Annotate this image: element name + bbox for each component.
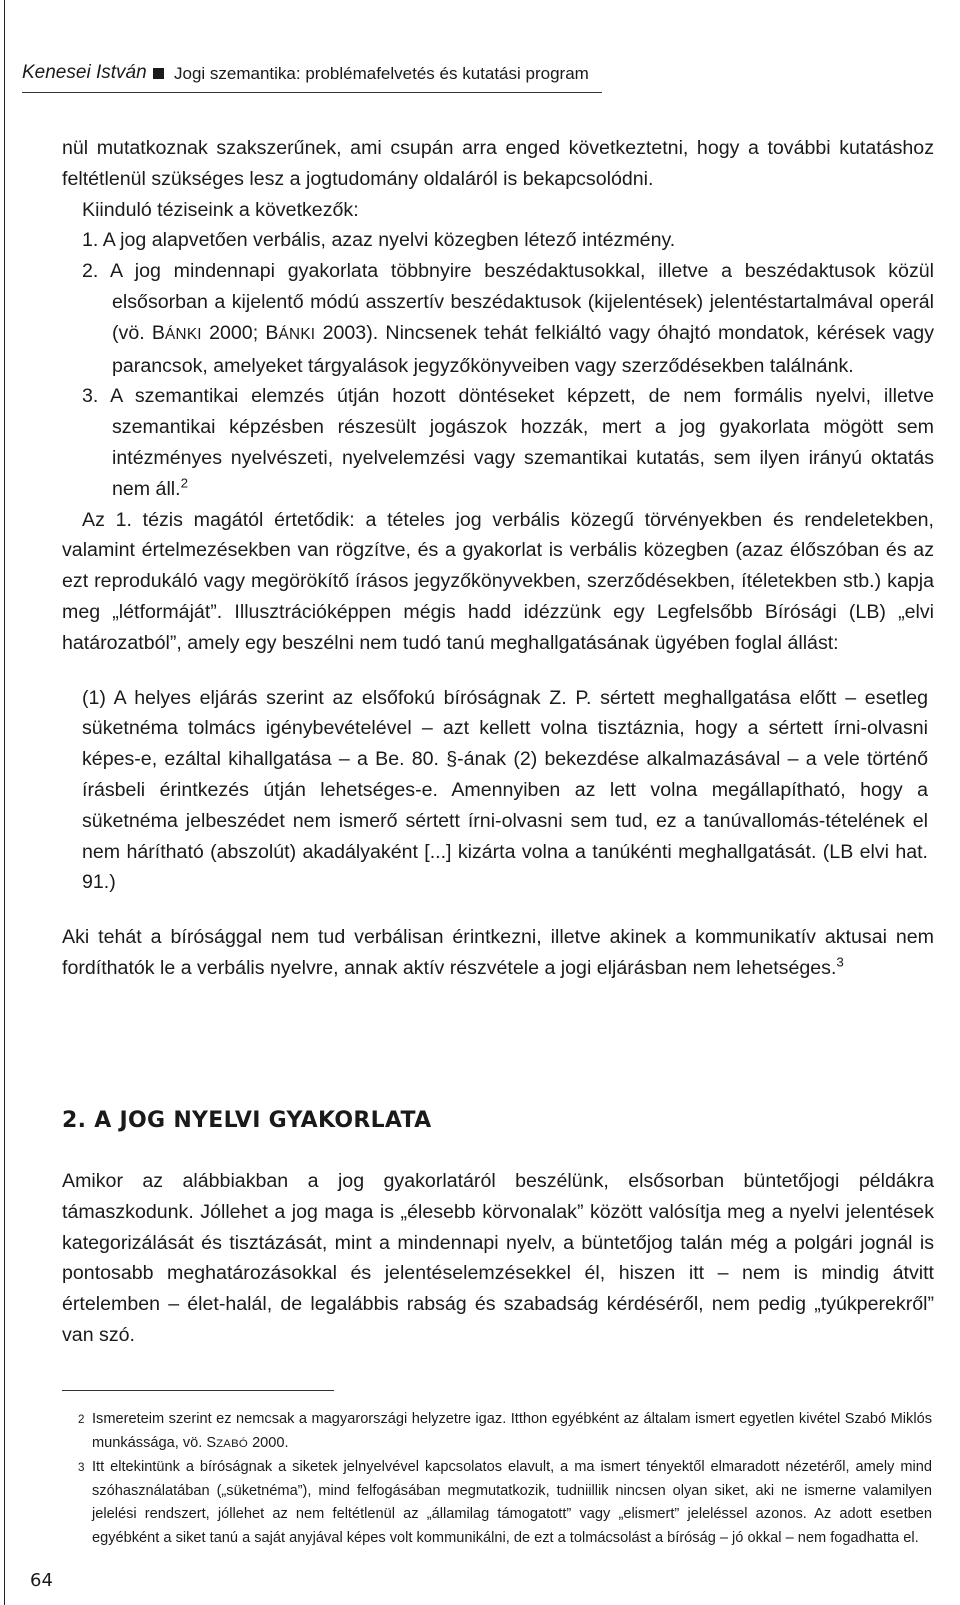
citation-banki-1: BÁNKI <box>151 321 202 344</box>
footnote-3: 3 Itt eltekintünk a bíróságnak a siketek jelnyelvével kapcsolatos elavult, a ma ismert tényektől elmaradott nézetéről, amely mind szóhasználatában („süketnéma”), mind felfogásában megmutatkozik, tudniillik nincsen olyan siket, aki ne ismerne valamilyen jelelési rendszert, jóllehet az nem feltétlenül az „államilag támogatott” vagy „elismert” jeleléssel azonos. Az adott esetben egyébként a siket tanú a saját anyjával képes volt kommunikálni, de ezt a tolmácsolást a bíróság – jó okkal – nem fogadhatta el. <box>78 1459 932 1546</box>
thesis-2 <box>62 256 934 381</box>
main-body <box>62 133 934 984</box>
paragraph-conclusion: Aki tehát a bírósággal nem tud verbálisan érintkezni, illetve akinek a kommunikatív aktusai nem fordíthatók le a verbális nyelvre, annak aktív részvétele a jogi eljárásban nem lehetséges.$^3$ <box>62 926 934 979</box>
citation-szabo: SZABÓ <box>206 1434 249 1451</box>
thesis-2-part-b: 2000; <box>201 321 266 344</box>
running-header <box>22 62 602 93</box>
theses-intro: Kiinduló téziseink a következők: <box>82 198 359 221</box>
thesis-1: 1. A jog alapvetően verbális, azaz nyelvi közegben létező intézmény. <box>82 229 676 252</box>
footnote-ref-3[interactable]: 3 <box>836 954 844 970</box>
footnotes <box>62 1408 932 1550</box>
thesis-3: 3. A szemantikai elemzés útján hozott döntéseket képzett, de nem formális nyelvi, illetve szemantikai képzésben részesült jogászok hozzák, mert a jog gyakorlata mögött sem intézményes nyelvészeti, nyelvelemzési vagy szemantikai kutatás, sem ilyen irányú oktatás nem áll.$^2$ <box>82 385 934 500</box>
footnote-ref-2[interactable]: 2 <box>180 475 189 491</box>
footnote-rule <box>62 1390 334 1391</box>
paragraph-continued: nül mutatkoznak szakszerűnek, ami csupán arra enged következtetni, hogy a további kutatáshoz feltétlenül szükséges lesz a jogtudomány oldaláról is bekapcsolódni. <box>62 137 934 190</box>
block-quote: (1) A helyes eljárás szerint az elsőfokú bíróságnak Z. P. sértett meghallgatása előtt – esetleg süketnéma tolmács igénybevételével – azt kellett volna tisztáznia, hogy a sértett írni-olvasni képes-e, ezáltal kihallgatása – a Be. 80. §-ának (2) bekezdése alkalmazásával – a vele történő írásbeli érintkezés útján lehetséges-e. Amennyiben az lett volna megállapítható, hogy a süketnéma jelbeszédet nem ismerő sértett írni-olvasni sem tud, ez a tanúvallomás-tételének el nem hárítható (abszolút) akadályaként [...] kizárta volna a tanúkénti meghallgatását. (LB elvi hat. 91.) <box>82 686 928 894</box>
citation-banki-2: BÁNKI <box>265 321 316 344</box>
page-number: 64 <box>30 1570 53 1591</box>
section-heading: 2. A JOG NYELVI GYAKORLATA <box>62 1108 432 1133</box>
header-title: Jogi szemantika: problémafelvetés és kutatási program <box>174 64 589 83</box>
margin-rule <box>4 0 5 1605</box>
header-square-icon <box>153 68 164 79</box>
footnote-2: 2 Ismereteim szerint ez nemcsak a magyarországi helyzetre igaz. Itthon egyébként az általam ismert egyetlen kivétel Szabó Miklós munkássága, vö. SZABÓ 2000. <box>78 1411 932 1451</box>
section-body <box>62 1166 934 1351</box>
thesis-2-part-c: 2003). Nincsenek tehát felkiáltó vagy óhajtó mondatok, kérések vagy parancsok, amelyeket tárgyalások jegyzőkönyveiben vagy szerződésekben találnánk. <box>112 321 935 377</box>
thesis-2-part-a: 2. A jog mindennapi gyakorlata többnyire beszédaktusokkal, illetve a beszédaktusok közül elsősorban a kijelentő módú asszertív beszédaktusok (kijelentések) jelentéstartalmával operál (vö. <box>82 260 934 344</box>
header-author: Kenesei István <box>22 62 147 83</box>
section-paragraph: Amikor az alábbiakban a jog gyakorlatáról beszélünk, elsősorban büntetőjogi példákra támaszkodunk. Jóllehet a jog maga is „élesebb körvonalak” között valósítja meg a nyelvi jelentések kategorizálását és tisztázását, mint a mindennapi nyelv, a büntetőjog talán még a polgári jognál is pontosabb meghatározásokkal és jelentéselemzésekkel él, hiszen itt – nem is mindig átvitt értelemben – élet-halál, de legalábbis rabság és szabadság kérdéséről, nem pedig „tyúkperekről” van szó. <box>62 1170 934 1346</box>
paragraph-thesis-1: Az 1. tézis magától értetődik: a tételes jog verbális közegű törvényekben és rendeletekben, valamint értelmezésekben van rögzítve, és a gyakorlat is verbális közegben (azaz élőszóban és az ezt reprodukáló vagy megörökítő írásos jegyzőkönyvekben, szerződésekben, ítéletekben stb.) kapja meg „létformáját”. Illusztrációképpen mégis hadd idézzünk egy Legfelsőbb Bírósági (LB) „elvi határozatból”, amely egy beszélni nem tudó tanú meghallgatásának ügyében foglal állást: <box>62 508 934 654</box>
